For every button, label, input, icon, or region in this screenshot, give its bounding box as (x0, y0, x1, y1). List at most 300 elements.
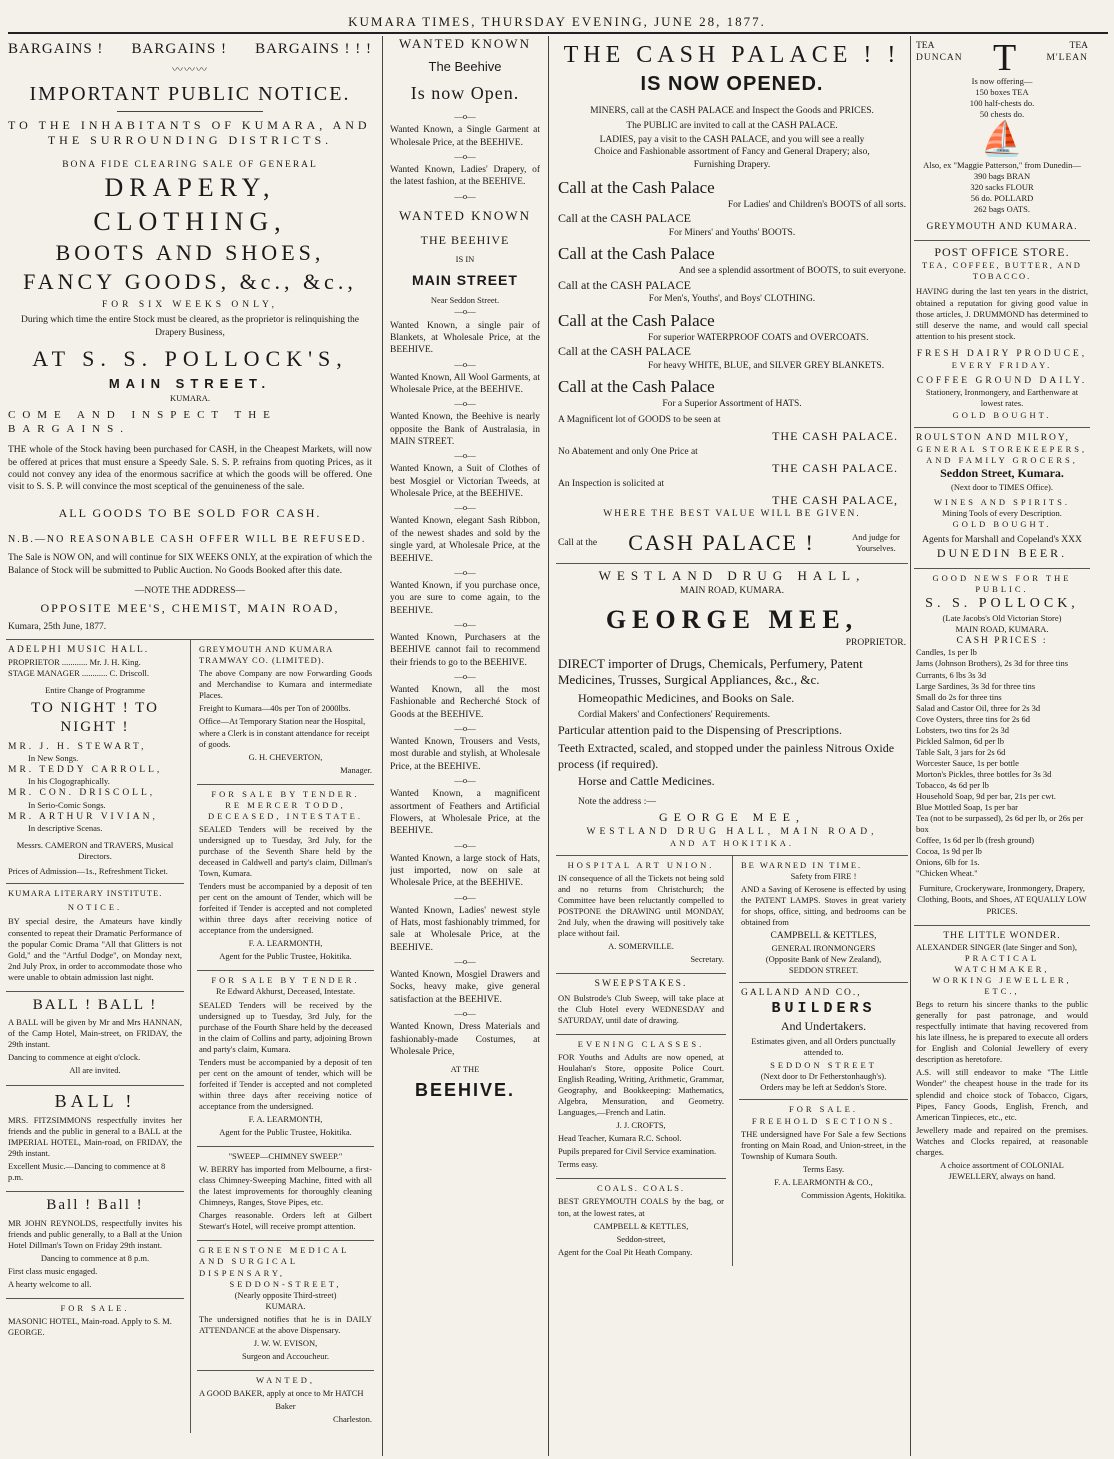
tramway-body: The above Company are now Forwarding Goods and Merchandise to Kumara and intermediate Places. (199, 668, 372, 701)
pollock-notice (6, 36, 374, 640)
masonic-text: MASONIC HOTEL, Main-road. Apply to S. M. GEORGE. (8, 1316, 172, 1338)
drug-hall-ad (556, 564, 908, 856)
ball-music: Excellent Music.—Dancing to commence at 8 p.m. (8, 1161, 166, 1183)
wanted-list (390, 306, 540, 1058)
wanted-item: Wanted Known, Dress Materials and fashionably-made Costumes, at Wholesale Price, (390, 1022, 540, 1057)
wanted-known: WANTED KNOWN (399, 36, 531, 51)
act-desc: In his Clogographically. (28, 776, 110, 787)
ball-title: BALL ! (54, 1090, 136, 1111)
notice-title: IMPORTANT PUBLIC NOTICE. (29, 82, 351, 105)
ship-icon: ⛵ (980, 121, 1024, 159)
notice-to: TO THE INHABITANTS OF KUMARA, AND (8, 117, 371, 132)
wanted-item: Wanted Known, a Suit of Clothes of best Mosgiel or Victorian Tweeds, at Wholesale Price, at the BEEHIVE. (390, 464, 540, 500)
ssp-road: MAIN ROAD, KUMARA. (955, 624, 1049, 635)
call-sub: For Men's, Youths', and Boys' CLOTHING. (648, 294, 816, 305)
ball-fitzsimmons (6, 1086, 184, 1193)
ball-reynolds (6, 1192, 184, 1299)
now-opened: IS NOW OPENED. (640, 73, 824, 96)
every-friday: EVERY FRIDAY. (951, 360, 1053, 371)
where-value: WHERE THE BEST VALUE WILL BE GIVEN. (603, 509, 861, 520)
ball-title: BALL ! BALL ! (32, 996, 158, 1013)
price-item: Onions, 6lb for 1s. (916, 857, 980, 868)
coffee-ground: COFFEE GROUND DAILY. (916, 376, 1088, 387)
wanted-title: WANTED, (255, 1374, 315, 1385)
six-weeks: FOR SIX WEEKS ONLY, (101, 300, 279, 311)
nb-line: N.B.—NO REASONABLE CASH OFFER WILL BE REFUSED. (8, 534, 367, 546)
post-office-store-ad (914, 241, 1090, 428)
pollock-prices-ad (914, 569, 1090, 926)
price-item: Worcester Sauce, 1s per bottle (916, 757, 1019, 768)
price-item: Currants, 6 lbs 3s 3d (916, 669, 987, 680)
tender-body: SEALED Tenders will be received by the undersigned up to Tuesday, 3rd July, for the purchase of the Fourth Share held by the deceased in the claim of Collins and party, adjoining Brown and party's claim, Kumara. (199, 999, 372, 1054)
wanted-item: Wanted Known, a large stock of Hats, just imported, now on sale at Wholesale Price, at the BEEHIVE. (390, 853, 540, 889)
price-item: "Chicken Wheat." (916, 868, 978, 879)
column-2-beehive (390, 36, 540, 1456)
divider: —o— (454, 150, 476, 161)
note-address: —NOTE THE ADDRESS— (134, 585, 246, 596)
evening-ad (556, 1035, 726, 1180)
mag-text: A Magnificent lot of GOODS to be seen at (558, 415, 721, 426)
stock-item: 56 do. POLLARD (970, 193, 1034, 204)
ball-dancing: Dancing to commence at eight o'clock. (8, 1052, 141, 1063)
greenstone-ad (197, 1241, 374, 1370)
address-line: OPPOSITE MEE'S, CHEMIST, MAIN ROAD, (40, 601, 340, 616)
call-line: Call at the CASH PALACE (558, 211, 691, 226)
furniture: Furniture, Crockeryware, Ironmongery, Drapery, Clothing, Boots, and Shoes, AT EQUALLY LOW PRICES. (917, 883, 1087, 916)
tender-re: Re Edward Akhurst, Deceased, Intestate. (215, 986, 356, 997)
masthead: KUMARA TIMES, THURSDAY EVENING, JUNE 28, 1877. (348, 14, 766, 29)
divider: —o— (454, 1008, 476, 1019)
wanted-item: Wanted Known, the Beehive is nearly opposite the Bank of Australasia, in MAIN STREET. (390, 412, 540, 447)
undertakers: And Undertakers. (780, 1018, 867, 1033)
hosp-role: Secretary. (690, 954, 724, 965)
offer-item: 150 boxes TEA (975, 87, 1029, 98)
bargains-word: BARGAINS ! ! ! (255, 41, 372, 57)
act: MR. CON. DRISCOLL, (8, 788, 156, 799)
price-item: Cocoa, 1s 9d per lb (916, 846, 982, 857)
tramway-office: Office—At Temporary Station near the Hospital, where a Clerk is in constant attendance for receipt of goods. (199, 716, 370, 749)
hosp-title: HOSPITAL ART UNION. (567, 860, 715, 871)
wanted-item: Wanted Known, Mosgiel Drawers and Socks, heavy make, give general satisfaction at the BEEHIVE. (390, 970, 540, 1005)
hospital-ad (556, 856, 726, 974)
ornament: 〰〰〰 (172, 63, 208, 76)
little-wonder-title: THE LITTLE WONDER. (943, 930, 1061, 941)
col3-lower (556, 856, 908, 1266)
call-line: Call at the Cash Palace (558, 377, 715, 397)
tender-re: RE MERCER TODD, DECEASED, INTESTATE. (208, 799, 363, 821)
cash-palace-big: CASH PALACE ! (628, 529, 815, 555)
gs-near: (Nearly opposite Third-street) (234, 1289, 337, 1300)
divider: —o— (454, 306, 476, 317)
price-item: Jams (Johnson Brothers), 2s 3d for three tins (916, 658, 1069, 669)
for-sale: FOR SALE. (60, 1302, 130, 1313)
mclean-tea-ad (914, 36, 1090, 241)
george-mee: GEORGE MEE, (605, 605, 859, 635)
is-in: IS IN (455, 254, 475, 265)
gold-bought-2: GOLD BOUGHT. (952, 518, 1052, 529)
offer-item: 50 chests do. (979, 109, 1025, 120)
all-cash: ALL GOODS TO BE SOLD FOR CASH. (58, 505, 322, 520)
bona-fide: BONA FIDE CLEARING SALE OF GENERAL (62, 159, 318, 170)
gs-street: SEDDON-STREET, (229, 1278, 342, 1289)
price-item: Pickled Salmon, 6d per lb (916, 735, 1005, 746)
drapery-heading: DRAPERY, CLOTHING, (93, 173, 287, 237)
act-desc: In Serio-Comic Songs. (28, 799, 106, 810)
masonic-ad (6, 1299, 184, 1346)
price-item: Coffee, 1s 6d per lb (fresh ground) (916, 835, 1035, 846)
notice-body: THE whole of the Stock having been purchased for CASH, in the Cheapest Markets, will now be offered at prices that must ensure a Speedy Sale. S. S. P. refrains from quoting Prices, as it could not convey any idea of the enormous sacrifice at which the goods will be offered. One visit to S. S. P. will convince the most sceptical of the genuineness of the sale. (8, 445, 372, 493)
divider: —o— (454, 358, 476, 369)
wanted-known: WANTED KNOWN (399, 207, 531, 223)
column-4 (914, 36, 1090, 1456)
lit-title: KUMARA LITERARY INSTITUTE. (8, 888, 163, 899)
price-item: Salad and Castor Oil, three for 2s 3d (916, 702, 1041, 713)
main-street: MAIN STREET (412, 272, 518, 289)
tender-role: Agent for the Public Trustee, Hokitika. (219, 1127, 352, 1138)
price-item: Blue Mottled Soap, 1s per bar (916, 802, 1018, 813)
divider: —o— (454, 775, 476, 786)
practical: PRACTICAL WATCHMAKER, (954, 952, 1050, 974)
galland-orders: Orders may be left at Seddon's Store. (760, 1082, 887, 1093)
tramway-freight: Freight to Kumara—40s per Ton of 2000lbs. (199, 703, 351, 714)
hosp-body: IN consequence of all the Tickets not being sold and no returns from Christchurch; the Committee have been reluctantly compelled to POSTPONE the DRAWING until MONDAY, 2nd July, when the drawing will positively take place without fail. (558, 873, 724, 939)
roulston-ad (914, 428, 1090, 569)
pollock-name: AT S. S. POLLOCK'S, (32, 346, 348, 372)
call-line: Call at the CASH PALACE (558, 277, 691, 292)
call-sub: For Ladies' and Children's BOOTS of all sorts. (727, 200, 906, 210)
baker-ad (197, 1371, 374, 1433)
price-item: Tobacco, 4s 6d per lb (916, 780, 989, 790)
tender-sig: F. A. LEARMONTH, (248, 1113, 323, 1124)
freehold-sig: F. A. LEARMONTH & CO., (774, 1176, 873, 1187)
sweeps-body: ON Bulstrode's Club Sweep, will take place at the Club Hotel every WEDNESDAY and SATURDAY, until date of drawing. (558, 992, 724, 1025)
greymouth-kumara: GREYMOUTH AND KUMARA. (926, 222, 1078, 233)
tender-title: FOR SALE BY TENDER. (211, 975, 360, 986)
the-beehive: THE BEEHIVE (420, 232, 510, 247)
ck-role: GENERAL IRONMONGERS (771, 942, 876, 953)
literary-ad (6, 884, 184, 991)
ball-hannan (6, 992, 184, 1086)
ck-name: CAMPBELL & KETTLES, (770, 931, 877, 942)
working: WORKING JEWELLER, ETC., (932, 975, 1072, 997)
sweepstakes-ad (556, 974, 726, 1034)
call-at: Call at the (558, 537, 598, 548)
gs-sig: J. W. W. EVISON, (253, 1337, 318, 1348)
call-sub: For Miners' and Youths' BOOTS. (668, 227, 796, 238)
freehold-body: THE undersigned have For Sale a few Sections fronting on Main Road, and Union-street, in the Township of Kumara South. (741, 1128, 906, 1161)
adelphi-msrs: Messrs. CAMERON and TRAVERS, Musical Directors. (16, 840, 174, 862)
duncan: DUNCAN (916, 53, 963, 64)
price-item: Tea (not to be surpassed), 2s 6d per lb, or 26s per box (916, 813, 1084, 835)
col1-lower (6, 640, 374, 1433)
price-item: Household Soap, 9d per bar, 21s per cwt. (916, 791, 1056, 802)
cash-palace-title: THE CASH PALACE ! ! (563, 42, 901, 68)
forsale-title: FOR SALE. (788, 1104, 859, 1115)
drug-gm: GEORGE MEE, (659, 810, 805, 825)
baker-sig: Baker (275, 1400, 296, 1411)
drug-wd: WESTLAND DRUG HALL, MAIN ROAD, (586, 826, 878, 837)
column-rule (548, 36, 549, 1456)
divider: —o— (454, 566, 476, 577)
act: MR. J. H. STEWART, (8, 741, 147, 752)
at-the: AT THE (450, 1064, 480, 1075)
freehold-role: Commission Agents, Hokitika. (801, 1189, 906, 1200)
main-street: MAIN STREET. (108, 375, 272, 391)
cp-line: THE CASH PALACE. (772, 428, 898, 443)
tender-body: SEALED Tenders will be received by the undersigned up to Tuesday, 3rd July, for the purchase of the Seventh Share held by the deceased in Caldwell and party's claim, Dillman's Town, Kumara. (199, 823, 372, 879)
column-rule (382, 36, 383, 1456)
tender-body2: Tenders must be accompanied by a deposit of ten per cent on the amount of tender, which will be forfeited if Tender is accepted and not completed within three days after receiving notice of acceptance from the undersigned. (199, 1056, 372, 1111)
price-list (916, 647, 1088, 879)
roulston-gen: GENERAL STOREKEEPERS, AND FAMILY GROCERS, (916, 443, 1088, 465)
adelphi-prices: Prices of Admission—1s., Refreshment Ticket. (8, 866, 168, 877)
roulston-seddon: Seddon Street, Kumara. (940, 466, 1064, 480)
baker-place: Charleston. (333, 1414, 372, 1425)
lw-choice: A choice assortment of COLONIAL JEWELLERY, always on hand. (940, 1159, 1064, 1181)
wanted-item: Wanted Known, all the most Fashionable and Recherché Stock of Goods at the BEEHIVE. (390, 685, 540, 720)
tramway-title: GREYMOUTH AND KUMARA TRAMWAY CO. (LIMITED). (199, 644, 333, 666)
coals-ag: Agent for the Coal Pit Heath Company. (558, 1246, 693, 1257)
insp-text: An Inspection is solicited at (558, 479, 665, 490)
ball-welcome: A hearty welcome to all. (8, 1278, 92, 1289)
builders: BUILDERS (771, 1000, 876, 1018)
coals-sig: CAMPBELL & KETTLES, (593, 1220, 689, 1231)
price-item: Small do 2s for three tins (916, 691, 1002, 702)
coals-title: COALS. COALS. (596, 1183, 686, 1194)
drug-note: Note the address :— (578, 796, 656, 807)
warned-body: AND a Saving of Kerosene is effected by using the PATENT LAMPS. Stoves in great variety for shops, office, sitting, and bedrooms can be obtained from (741, 884, 906, 928)
adelphi-prop: PROPRIETOR ............ Mr. J. H. King. (8, 656, 141, 667)
sweep-charges: Charges reasonable. Orders left at Gilbert Stewart's Hotel, will receive prompt attention. (199, 1210, 372, 1232)
ck-opp: (Opposite Bank of New Zealand), (765, 953, 882, 964)
column-rule (910, 36, 911, 1456)
come-inspect: COME AND INSPECT THE BARGAINS. (8, 408, 277, 435)
mining-tools: Mining Tools of every Description. (942, 507, 1062, 518)
tender-akhurst (197, 971, 374, 1147)
roulston-title: ROULSTON AND MILROY, (916, 432, 1070, 443)
lw-as: A.S. will still endeavor to make "The Little Wonder" the cheapest house in the trade for its splendid and choice stock of Tobacco, Cigars, Pipes, Fancy Goods, English, French, and American Tinpieces, etc., etc. (916, 1067, 1088, 1122)
during-text: During which time the entire Stock must be cleared, as the proprietor is relinquishing the Drapery Business, (21, 315, 359, 338)
call-line: Call at the CASH PALACE (558, 344, 691, 359)
sweeps-title: SWEEPSTAKES. (594, 979, 688, 990)
ssp-late: (Late Jacobs's Old Victorian Store) (942, 613, 1062, 623)
warned-ad (739, 856, 908, 983)
wanted-item: Wanted Known, Ladies' Drapery, of the latest fashion, at the BEEHIVE. (390, 164, 540, 188)
call-sub: For heavy WHITE, BLUE, and SILVER GREY BLANKETS. (648, 360, 885, 371)
wines: WINES AND SPIRITS. (934, 496, 1070, 507)
stock-item: 390 bags BRAN (973, 171, 1031, 182)
evening-body: FOR Youths and Adults are now opened, at Houlahan's Store, opposite Police Court. English Reading, Writing, Arithmetic, Grammar, Geography, and Bookkeeping: Mathematics, Algebra, Mensuration, and Geometry. Languages,—French and Latin. (558, 1051, 724, 1118)
tea-left: TEA (916, 41, 935, 51)
col1-lower-right (190, 640, 374, 1433)
freehold-terms: Terms Easy. (802, 1163, 845, 1174)
drug-road: MAIN ROAD, KUMARA. (680, 586, 784, 597)
wanted-item: Wanted Known, Ladies' newest style of Hats, most fashionably trimmed, for sale at Wholesale Price, at the BEEHIVE. (390, 905, 540, 953)
baker-text: A GOOD BAKER, apply at once to Mr HATCH (199, 1387, 364, 1398)
sweep-body: W. BERRY has imported from Melbourne, a first-class Chimney-Sweeping Machine, fitted with all the latest improvements for thoroughly cleaning Chimneys, Ranges, Stove Pipes, etc. (199, 1164, 372, 1208)
gs-title: GREENSTONE MEDICAL AND SURGICAL DISPENSARY, (199, 1245, 350, 1278)
divider: —o— (454, 839, 476, 850)
adelphi-change: Entire Change of Programme (45, 684, 145, 695)
little-wonder-ad (914, 926, 1090, 1190)
tramway-sig: G. H. CHEVERTON, (248, 751, 323, 762)
near-seddon: Near Seddon Street. (430, 295, 500, 306)
dunedin-beer: DUNEDIN BEER. (936, 546, 1068, 561)
drug-partic: Particular attention paid to the Dispensing of Prescriptions. (558, 723, 842, 738)
ladies-text: LADIES, pay a visit to the CASH PALACE, and you will see a really Choice and Fashionable assortment of Fancy and General Drapery; also, Furnishing Drapery. (594, 134, 870, 170)
galland-est: Estimates given, and all Orders punctually attended to. (751, 1036, 896, 1058)
divider: —o— (454, 398, 476, 409)
sweep-title: "SWEEP—CHIMNEY SWEEP." (228, 1151, 343, 1162)
ssp-name: S. S. POLLOCK, (925, 595, 1079, 611)
wanted-item: Wanted Known, a single pair of Blankets, at Wholesale Price, at the BEEHIVE. (390, 320, 540, 356)
offering: Is now offering— (971, 76, 1033, 86)
alex-singer: ALEXANDER SINGER (late Singer and Son), (916, 941, 1078, 952)
tramway-ad (197, 640, 374, 785)
call-sub: And see a splendid assortment of BOOTS, to suit everyone. (678, 266, 906, 277)
ev-role: Head Teacher, Kumara R.C. School. (558, 1133, 682, 1144)
stock-item: 262 bags OATS. (974, 204, 1030, 215)
gs-kumara: KUMARA. (265, 1300, 306, 1311)
evening-title: EVENING CLASSES. (577, 1038, 705, 1049)
fancy-heading: FANCY GOODS, &c., &c., (23, 268, 357, 294)
col3-lower-left (556, 856, 732, 1266)
lw-jew: Jewellery made and repaired on the premises. Watches and Clocks repaired, at reasonable charges. (916, 1124, 1088, 1157)
lw-body: Begs to return his sincere thanks to the public generally for past patronage, and would respectfully intimate that having recovered from his late illness, he is prepared to execute all orders for English and Colonial Jewellery of every description as heretofore. (916, 999, 1088, 1065)
coals-body: BEST GREYMOUTH COALS by the bag, or ton, at the lowest rates, at (558, 1196, 724, 1218)
divider: —o— (454, 956, 476, 967)
price-item: Table Salt, 3 jars for 2s 6d (916, 746, 1006, 757)
offer-item: 100 half-chests do. (969, 98, 1035, 109)
drug-cordial: Cordial Makers' and Confectioners' Requirements. (578, 709, 771, 720)
notice-date: Kumara, 25th June, 1877. (8, 621, 107, 632)
pos-title: POST OFFICE STORE. (934, 244, 1070, 259)
price-item: Candles, 1s per lb (916, 647, 977, 658)
tender-role: Agent for the Public Trustee, Hokitika. (219, 951, 352, 962)
fresh-dairy: FRESH DAIRY PRODUCE, (916, 348, 1088, 359)
column-3 (556, 36, 908, 1456)
ball-invited: All are invited. (69, 1065, 121, 1076)
gs-role: Surgeon and Accoucheur. (242, 1350, 329, 1361)
beehive-footer: BEEHIVE. (414, 1080, 516, 1101)
ball-body: A BALL will be given by Mr and Mrs HANNAN, of the Camp Hotel, Main-street, on FRIDAY, the 29th instant. (8, 1017, 182, 1050)
proprietor: PROPRIETOR. (845, 638, 906, 649)
price-item: Cove Oysters, three tins for 2s 6d (916, 713, 1031, 724)
galland-title: GALLAND AND CO., (741, 987, 862, 998)
adelphi-ad (6, 640, 184, 884)
gs-body: The undersigned notifies that he is in DAILY ATTENDANCE at the above Dispensary. (199, 1313, 372, 1335)
gold-bought: GOLD BOUGHT. (952, 409, 1052, 420)
wanted-item: Wanted Known, if you purchase once, you are sure to come again, to the BEEHIVE. (390, 580, 540, 616)
coals-ad (556, 1179, 726, 1265)
call-line: Call at the Cash Palace (558, 310, 715, 330)
adelphi-tonight: TO NIGHT ! TO NIGHT ! (31, 699, 159, 736)
divider: —o— (454, 502, 476, 513)
tender-title: FOR SALE BY TENDER. (211, 788, 360, 799)
column-1 (6, 36, 374, 1456)
wanted-item: Wanted Known, elegant Sash Ribbon, of the newest shades and sold by the single yard, at Wholesale Price, at the BEEHIVE. (390, 516, 540, 564)
drug-hall: WESTLAND DRUG HALL, (598, 568, 866, 584)
kumara-label: KUMARA. (170, 392, 210, 403)
tea-right: TEA (1069, 41, 1088, 51)
drug-and: AND AT HOKITIKA. (669, 837, 795, 848)
drug-horse: Horse and Cattle Medicines. (578, 774, 715, 789)
public-text: The PUBLIC are invited to call at the CASH PALACE. (626, 120, 838, 131)
galland-ad (739, 983, 908, 1101)
ball-body: MRS. FITZSIMMONS respectfully invites her friends and the public in general to a BALL at the IMPERIAL HOTEL, Main-road, on FRIDAY, the 29th instant. (8, 1114, 182, 1159)
act: MR. ARTHUR VIVIAN, (8, 811, 158, 822)
miners-text: MINERS, call at the CASH PALACE and Inspect the Goods and PRICES. (590, 106, 874, 117)
pos-body: HAVING during the last ten years in the district, obtained a reputation for giving good value in those articles, J. DRUMMOND has determined to still deserve the name, and would call special attention to his present stock. (916, 286, 1088, 341)
sale-text: The Sale is NOW ON, and will continue for SIX WEEKS ONLY, at the expiration of which the Balance of Stock will be submitted to Public Auction. No Goods Booked after this date. (8, 553, 372, 576)
divider: —o— (454, 723, 476, 734)
galland-next: (Next door to Dr Fetherstonhaugh's). (760, 1071, 887, 1082)
cash-palace-ad (556, 36, 908, 564)
call-line: Call at the Cash Palace (558, 177, 715, 197)
tender-body2: Tenders must be accompanied by a deposit of ten per cent on the amount of Tender, which will be forfeited if Tender is accepted and not completed within three days after receiving notice of acceptance from the undersigned. (199, 881, 372, 936)
call-line: Call at the Cash Palace (558, 244, 715, 264)
adelphi-stage: STAGE MANAGER ............ C. Driscoll. (8, 667, 149, 678)
freehold-ad (739, 1100, 908, 1208)
drug-teeth: Teeth Extracted, scaled, and stopped under the painless Nitrous Oxide process (if required). (558, 740, 895, 771)
cp-line: THE CASH PALACE. (772, 460, 898, 475)
wanted-item: Wanted Known, a magnificent assortment of Feathers and Artificial Flowers, at Wholesale Price, at the BEEHIVE. (390, 789, 540, 837)
noab-text: No Abatement and only One Price at (558, 447, 698, 458)
drug-direct: DIRECT importer of Drugs, Chemicals, Perfumery, Patent Medicines, Trusses, Surgical Appliances, &c., &c. (558, 655, 863, 688)
boots-heading: BOOTS AND SHOES, (55, 239, 325, 265)
pos-items: TEA, COFFEE, BUTTER, AND TOBACCO. (922, 260, 1082, 282)
act-desc: In descriptive Scenas. (28, 823, 103, 834)
warned-title: BE WARNED IN TIME. (741, 860, 863, 871)
col1-lower-left (6, 640, 190, 1433)
divider: —o— (454, 111, 476, 122)
wanted-item: Wanted Known, a Single Garment at Wholesale Price, at the BEEHIVE. (390, 125, 540, 148)
adelphi-title: ADELPHI MUSIC HALL. (8, 645, 150, 656)
drug-homeo: Homeopathic Medicines, and Books on Sale. (578, 691, 795, 706)
price-item: Lobsters, two tins for 2s 3d (916, 724, 1010, 735)
divider: —o— (454, 450, 476, 461)
call-sub: For superior WATERPROOF COATS and OVERCOATS. (648, 332, 869, 343)
divider (117, 111, 263, 112)
wanted-item: Wanted Known, Trousers and Vests, most durable and stylish, at Wholesale Price, at the BEEHIVE. (390, 737, 540, 772)
col3-lower-right (732, 856, 908, 1266)
tender-todd (197, 785, 374, 972)
ball-title: Ball ! Ball ! (46, 1197, 144, 1214)
judge-text: And judge for Yourselves. (852, 531, 900, 553)
cp-line: THE CASH PALACE, (772, 492, 898, 507)
wanted-item: Wanted Known, All Wool Garments, at Wholesale Price, at the BEEHIVE. (390, 372, 540, 395)
bargains-word: BARGAINS ! (131, 41, 227, 57)
stock-item: 320 sacks FLOUR (970, 182, 1034, 193)
also-ex: Also, ex "Maggie Patterson," from Dunedin— (923, 160, 1081, 171)
ev-pupils: Pupils prepared for Civil Service examination. (558, 1146, 717, 1157)
lit-notice: NOTICE. (67, 902, 123, 913)
ball-music: First class music engaged. (8, 1265, 98, 1276)
price-item: Large Sardines, 3s 3d for three tins (916, 680, 1036, 691)
act: MR. TEDDY CARROLL, (8, 765, 163, 776)
ball-dancing: Dancing to commence at 8 p.m. (40, 1252, 150, 1263)
warned-safety: Safety from FIRE ! (790, 871, 857, 882)
act-desc: In New Songs. (28, 753, 79, 764)
tender-sig: F. A. LEARMONTH, (248, 938, 323, 949)
stationery: Stationery, Ironmongery, and Earthenware at lowest rates. (925, 387, 1079, 409)
sweep-ad (197, 1147, 374, 1241)
notice-to-2: THE SURROUNDING DISTRICTS. (47, 133, 333, 148)
divider: —o— (454, 190, 476, 201)
beehive-title: The Beehive (428, 58, 502, 74)
good-news: GOOD NEWS FOR THE PUBLIC. (932, 572, 1072, 594)
bargains-word: BARGAINS ! (8, 41, 104, 57)
